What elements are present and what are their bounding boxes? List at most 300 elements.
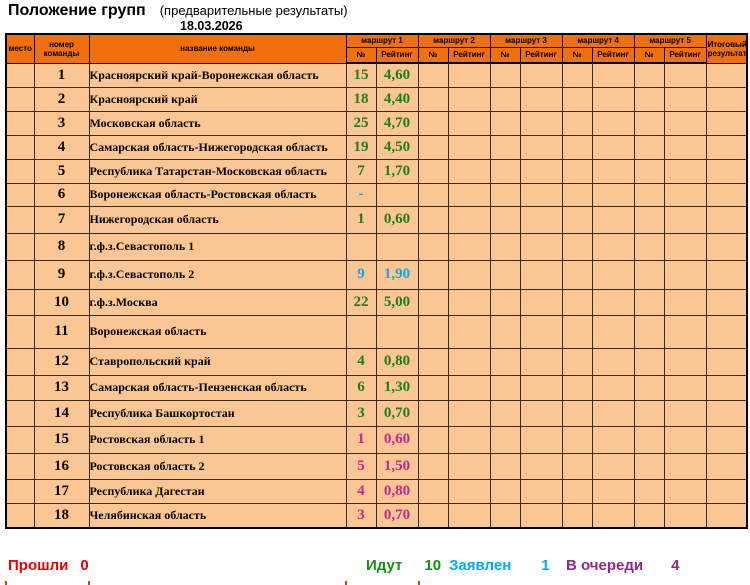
route3-number-cell (490, 233, 520, 260)
route1-rating-cell: 4,70 (376, 111, 418, 135)
team-number-cell: 18 (34, 503, 89, 528)
table-row (6, 375, 747, 400)
route5-rating-cell (664, 260, 706, 289)
route5-rating-cell (664, 206, 706, 233)
route2-rating-cell (448, 348, 490, 375)
route5-rating-cell (664, 400, 706, 426)
route3-number-cell (490, 159, 520, 183)
route1-number-cell: 1 (346, 426, 376, 453)
place-cell (6, 479, 34, 503)
route1-number-cell: 4 (346, 348, 376, 375)
table-row (6, 206, 747, 233)
page-header (8, 2, 348, 20)
route1-rating-cell: 1,50 (376, 453, 418, 479)
team-number-cell: 14 (34, 400, 89, 426)
route3-rating-cell (520, 453, 562, 479)
route3-number-cell (490, 135, 520, 159)
route5-rating-cell (664, 426, 706, 453)
route2-rating-cell (448, 183, 490, 206)
passed-label: Прошли (8, 557, 69, 574)
team-name-cell: г.ф.з.Севастополь 2 (89, 260, 346, 289)
team-name-cell: Республика Дагестан (89, 479, 346, 503)
route1-rating-cell (376, 315, 418, 348)
table-row (6, 111, 747, 135)
place-cell (6, 375, 34, 400)
route5-rating-cell (664, 159, 706, 183)
cutoff-mark (5, 581, 7, 585)
route4-rating-cell (592, 479, 634, 503)
total-cell (706, 87, 747, 111)
team-number-cell: 3 (34, 111, 89, 135)
route2-number-cell (418, 400, 448, 426)
route1-rating-cell: 4,50 (376, 135, 418, 159)
table-row (6, 400, 747, 426)
table-row (6, 87, 747, 111)
route1-rating-cell: 0,80 (376, 479, 418, 503)
route4-rating-cell (592, 315, 634, 348)
route5-number-cell (634, 289, 664, 315)
route4-rating-cell (592, 87, 634, 111)
team-number-cell: 13 (34, 375, 89, 400)
route1-number-cell: 25 (346, 111, 376, 135)
route1-rating-cell: 1,30 (376, 375, 418, 400)
route3-rating-cell (520, 233, 562, 260)
route1-rating-cell: 0,70 (376, 503, 418, 528)
place-cell (6, 426, 34, 453)
route3-rating-cell (520, 426, 562, 453)
route3-number-cell (490, 479, 520, 503)
place-cell (6, 87, 34, 111)
route3-number-cell (490, 348, 520, 375)
route4-number-cell (562, 159, 592, 183)
team-number-cell: 16 (34, 453, 89, 479)
team-number-cell: 9 (34, 260, 89, 289)
route1-rating-cell: 5,00 (376, 289, 418, 315)
route4-rating-cell (592, 426, 634, 453)
team-number-cell: 2 (34, 87, 89, 111)
subheader-route2-number: № (418, 47, 448, 63)
route2-rating-cell (448, 260, 490, 289)
place-cell (6, 289, 34, 315)
route5-rating-cell (664, 233, 706, 260)
route5-rating-cell (664, 111, 706, 135)
total-cell (706, 260, 747, 289)
route4-number-cell (562, 479, 592, 503)
route1-number-cell: 19 (346, 135, 376, 159)
team-name-cell: Ростовская область 2 (89, 453, 346, 479)
team-name-cell: Красноярский край-Воронежская область (89, 63, 346, 87)
route1-number-cell (346, 315, 376, 348)
route5-number-cell (634, 453, 664, 479)
team-number-cell: 1 (34, 63, 89, 87)
team-name-cell: Воронежская область (89, 315, 346, 348)
route2-rating-cell (448, 453, 490, 479)
route5-number-cell (634, 375, 664, 400)
col-header-route-3: маршрут 3 (490, 34, 562, 47)
route2-rating-cell (448, 87, 490, 111)
route3-number-cell (490, 260, 520, 289)
route2-rating-cell (448, 479, 490, 503)
col-header-route-1: маршрут 1 (346, 34, 418, 47)
place-cell (6, 503, 34, 528)
route1-number-cell: 9 (346, 260, 376, 289)
route4-rating-cell (592, 348, 634, 375)
route1-number-cell: 15 (346, 63, 376, 87)
team-number-cell: 11 (34, 315, 89, 348)
route2-rating-cell (448, 206, 490, 233)
route5-rating-cell (664, 135, 706, 159)
route3-rating-cell (520, 260, 562, 289)
route4-rating-cell (592, 260, 634, 289)
place-cell (6, 348, 34, 375)
subheader-route5-rating: Рейтинг (664, 47, 706, 63)
route1-rating-cell: 0,80 (376, 348, 418, 375)
route2-number-cell (418, 260, 448, 289)
standings-table-body (6, 63, 747, 528)
team-name-cell: г.ф.з.Москва (89, 289, 346, 315)
route3-rating-cell (520, 503, 562, 528)
route1-rating-cell: 4,60 (376, 63, 418, 87)
route5-number-cell (634, 348, 664, 375)
route2-rating-cell (448, 63, 490, 87)
footer-declared (449, 557, 550, 574)
route4-number-cell (562, 503, 592, 528)
route1-number-cell (346, 233, 376, 260)
route3-number-cell (490, 453, 520, 479)
route5-rating-cell (664, 63, 706, 87)
route2-rating-cell (448, 159, 490, 183)
route3-rating-cell (520, 315, 562, 348)
route5-rating-cell (664, 348, 706, 375)
route2-rating-cell (448, 233, 490, 260)
col-header-route-5: маршрут 5 (634, 34, 706, 47)
route2-number-cell (418, 63, 448, 87)
route2-number-cell (418, 289, 448, 315)
route4-rating-cell (592, 400, 634, 426)
table-row (6, 159, 747, 183)
route2-rating-cell (448, 315, 490, 348)
route1-rating-cell: 0,60 (376, 206, 418, 233)
team-number-cell: 8 (34, 233, 89, 260)
route5-number-cell (634, 315, 664, 348)
total-cell (706, 503, 747, 528)
route4-rating-cell (592, 375, 634, 400)
route3-number-cell (490, 111, 520, 135)
route5-rating-cell (664, 453, 706, 479)
route1-number-cell: 6 (346, 375, 376, 400)
route1-rating-cell: 1,70 (376, 159, 418, 183)
route4-number-cell (562, 183, 592, 206)
route4-number-cell (562, 206, 592, 233)
route5-rating-cell (664, 375, 706, 400)
route5-number-cell (634, 183, 664, 206)
table-row (6, 289, 747, 315)
route1-number-cell: 1 (346, 206, 376, 233)
route5-number-cell (634, 503, 664, 528)
total-cell (706, 479, 747, 503)
total-cell (706, 63, 747, 87)
route4-rating-cell (592, 135, 634, 159)
page-title: Положение групп (8, 2, 146, 19)
footer-queue (566, 557, 679, 574)
route2-number-cell (418, 183, 448, 206)
total-cell (706, 453, 747, 479)
team-number-cell: 5 (34, 159, 89, 183)
team-number-cell: 15 (34, 426, 89, 453)
route3-number-cell (490, 400, 520, 426)
team-name-cell: Челябинская область (89, 503, 346, 528)
route4-number-cell (562, 426, 592, 453)
route4-rating-cell (592, 289, 634, 315)
team-name-cell: Республика Татарстан-Московская область (89, 159, 346, 183)
table-row (6, 183, 747, 206)
route1-rating-cell (376, 233, 418, 260)
subheader-route2-rating: Рейтинг (448, 47, 490, 63)
route4-number-cell (562, 260, 592, 289)
team-number-cell: 12 (34, 348, 89, 375)
route3-rating-cell (520, 111, 562, 135)
route3-number-cell (490, 63, 520, 87)
route2-number-cell (418, 159, 448, 183)
route3-rating-cell (520, 289, 562, 315)
route3-rating-cell (520, 159, 562, 183)
route3-rating-cell (520, 63, 562, 87)
route4-rating-cell (592, 206, 634, 233)
team-number-cell: 7 (34, 206, 89, 233)
route2-number-cell (418, 87, 448, 111)
route1-number-cell: 22 (346, 289, 376, 315)
route4-number-cell (562, 233, 592, 260)
route2-number-cell (418, 233, 448, 260)
table-row (6, 63, 747, 87)
subheader-route4-number: № (562, 47, 592, 63)
subheader-route3-number: № (490, 47, 520, 63)
table-row (6, 135, 747, 159)
running-label: Идут (366, 557, 403, 574)
table-row (6, 260, 747, 289)
total-cell (706, 206, 747, 233)
route2-number-cell (418, 503, 448, 528)
col-header-route-4: маршрут 4 (562, 34, 634, 47)
total-cell (706, 135, 747, 159)
route2-number-cell (418, 135, 448, 159)
route1-number-cell: 3 (346, 400, 376, 426)
declared-value: 1 (541, 557, 550, 574)
running-value: 10 (424, 557, 442, 574)
team-name-cell: Нижегородская область (89, 206, 346, 233)
route2-rating-cell (448, 503, 490, 528)
col-header-route-2: маршрут 2 (418, 34, 490, 47)
subheader-route1-rating: Рейтинг (376, 47, 418, 63)
team-name-cell: Ставропольский край (89, 348, 346, 375)
queue-value: 4 (671, 557, 680, 574)
cutoff-mark (88, 581, 90, 585)
team-number-cell: 6 (34, 183, 89, 206)
route4-rating-cell (592, 63, 634, 87)
route1-number-cell: 7 (346, 159, 376, 183)
route1-rating-cell: 1,90 (376, 260, 418, 289)
route5-rating-cell (664, 183, 706, 206)
total-cell (706, 111, 747, 135)
place-cell (6, 400, 34, 426)
route2-rating-cell (448, 400, 490, 426)
place-cell (6, 206, 34, 233)
route4-rating-cell (592, 233, 634, 260)
total-cell (706, 375, 747, 400)
subheader-route4-rating: Рейтинг (592, 47, 634, 63)
route3-rating-cell (520, 206, 562, 233)
route3-number-cell (490, 289, 520, 315)
route2-number-cell (418, 111, 448, 135)
place-cell (6, 135, 34, 159)
total-cell (706, 348, 747, 375)
route4-number-cell (562, 315, 592, 348)
cutoff-mark (345, 581, 347, 585)
route4-number-cell (562, 453, 592, 479)
route4-rating-cell (592, 111, 634, 135)
route1-rating-cell: 0,60 (376, 426, 418, 453)
place-cell (6, 260, 34, 289)
route4-number-cell (562, 348, 592, 375)
standings-table (5, 33, 748, 529)
route3-number-cell (490, 87, 520, 111)
team-name-cell: Самарская область-Нижегородская область (89, 135, 346, 159)
cutoff-mark (418, 581, 420, 585)
route2-rating-cell (448, 375, 490, 400)
table-row (6, 233, 747, 260)
team-number-cell: 17 (34, 479, 89, 503)
route5-rating-cell (664, 503, 706, 528)
route4-number-cell (562, 111, 592, 135)
route1-number-cell: 4 (346, 479, 376, 503)
route1-rating-cell: 0,70 (376, 400, 418, 426)
route4-number-cell (562, 375, 592, 400)
team-name-cell: Самарская область-Пензенская область (89, 375, 346, 400)
subheader-route3-rating: Рейтинг (520, 47, 562, 63)
route3-number-cell (490, 315, 520, 348)
table-row (6, 453, 747, 479)
date-label: 18.03.2026 (180, 19, 243, 33)
place-cell (6, 233, 34, 260)
route5-number-cell (634, 400, 664, 426)
route3-number-cell (490, 426, 520, 453)
route5-rating-cell (664, 479, 706, 503)
route5-number-cell (634, 87, 664, 111)
place-cell (6, 63, 34, 87)
route1-number-cell: - (346, 183, 376, 206)
route3-number-cell (490, 206, 520, 233)
total-cell (706, 183, 747, 206)
route1-number-cell: 5 (346, 453, 376, 479)
declared-label: Заявлен (449, 557, 512, 574)
total-cell (706, 426, 747, 453)
route5-rating-cell (664, 315, 706, 348)
place-cell (6, 315, 34, 348)
place-cell (6, 111, 34, 135)
subheader-route1-number: № (346, 47, 376, 63)
team-name-cell: Ростовская область 1 (89, 426, 346, 453)
route1-rating-cell: 4,40 (376, 87, 418, 111)
table-row (6, 503, 747, 528)
route1-number-cell: 3 (346, 503, 376, 528)
col-header-place: место (6, 34, 34, 63)
route4-number-cell (562, 63, 592, 87)
table-header (6, 34, 747, 63)
route4-rating-cell (592, 453, 634, 479)
place-cell (6, 453, 34, 479)
route5-number-cell (634, 426, 664, 453)
total-cell (706, 400, 747, 426)
table-row (6, 426, 747, 453)
route2-number-cell (418, 315, 448, 348)
team-name-cell: Республика Башкортостан (89, 400, 346, 426)
route3-rating-cell (520, 375, 562, 400)
route5-rating-cell (664, 289, 706, 315)
route5-rating-cell (664, 87, 706, 111)
route3-number-cell (490, 183, 520, 206)
route4-number-cell (562, 400, 592, 426)
route2-number-cell (418, 206, 448, 233)
route5-number-cell (634, 63, 664, 87)
route3-rating-cell (520, 183, 562, 206)
route3-rating-cell (520, 400, 562, 426)
team-number-cell: 4 (34, 135, 89, 159)
route3-rating-cell (520, 479, 562, 503)
route4-number-cell (562, 135, 592, 159)
route2-rating-cell (448, 289, 490, 315)
table-row (6, 479, 747, 503)
route2-number-cell (418, 453, 448, 479)
route5-number-cell (634, 111, 664, 135)
route2-number-cell (418, 479, 448, 503)
col-header-total: Итоговый результат (706, 34, 747, 63)
total-cell (706, 233, 747, 260)
route5-number-cell (634, 206, 664, 233)
footer-running (366, 557, 441, 574)
col-header-team-name: название команды (89, 34, 346, 63)
route2-rating-cell (448, 135, 490, 159)
total-cell (706, 289, 747, 315)
route4-number-cell (562, 87, 592, 111)
route4-number-cell (562, 289, 592, 315)
total-cell (706, 159, 747, 183)
team-number-cell: 10 (34, 289, 89, 315)
route2-number-cell (418, 348, 448, 375)
route2-number-cell (418, 426, 448, 453)
table-row (6, 348, 747, 375)
route2-rating-cell (448, 426, 490, 453)
route5-number-cell (634, 260, 664, 289)
route5-number-cell (634, 233, 664, 260)
place-cell (6, 183, 34, 206)
route2-number-cell (418, 375, 448, 400)
table-row (6, 315, 747, 348)
route5-number-cell (634, 479, 664, 503)
footer-passed (8, 557, 89, 574)
route3-number-cell (490, 503, 520, 528)
team-name-cell: Воронежская область-Ростовская область (89, 183, 346, 206)
team-name-cell: Московская область (89, 111, 346, 135)
route3-number-cell (490, 375, 520, 400)
queue-label: В очереди (566, 557, 644, 574)
passed-value: 0 (80, 557, 89, 574)
route1-rating-cell (376, 183, 418, 206)
route5-number-cell (634, 159, 664, 183)
route3-rating-cell (520, 348, 562, 375)
col-header-team-number: номер команды (34, 34, 89, 63)
team-name-cell: Красноярский край (89, 87, 346, 111)
route4-rating-cell (592, 503, 634, 528)
